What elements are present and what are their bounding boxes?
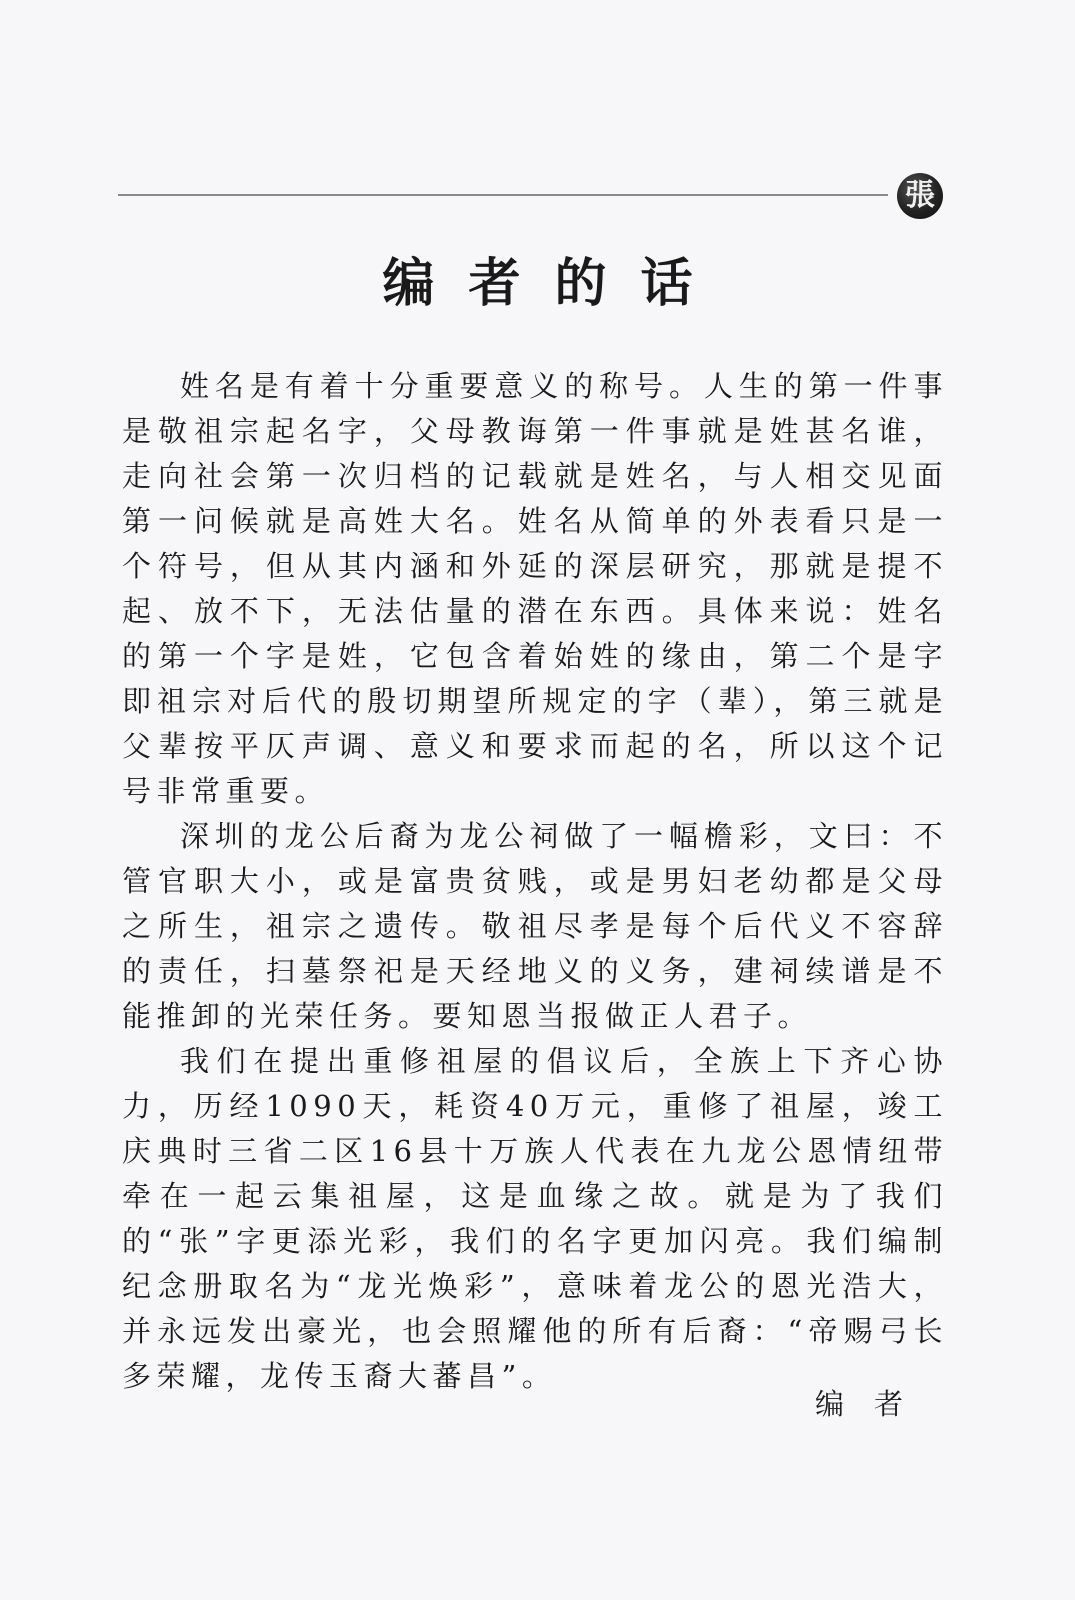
paragraph-3: 我们在提出重修祖屋的倡议后，全族上下齐心协力，历经1090天，耗资40万元，重修了祖屋，竣工庆典时三省二区16县十万族人代表在九龙公恩情纽带牵在一起云集祖屋，这是血缘之故。就是为了我们的“张”字更添光彩，我们的名字更加闪亮。我们编制纪念册取名为“龙光焕彩”，意味着龙公的恩光浩大，并永远发出豪光，也会照耀他的所有后裔：“帝赐弓长多荣耀，龙传玉裔大蕃昌”。: [122, 1044, 948, 1393]
page-title: 编者的话: [382, 253, 727, 314]
paragraph-1: 姓名是有着十分重要意义的称号。人生的第一件事是敬祖宗起名字，父母教诲第一件事就是姓甚名谁，走向社会第一次归档的记载就是姓名，与人相交见面第一问候就是高姓大名。姓名从简单的外表看只是一个符号，但从其内涵和外延的深层研究，那就是提不起、放不下，无法估量的潜在东西。具体来说：姓名的第一个字是姓，它包含着始姓的缘由，第二个是字即祖宗对后代的殷切期望所规定的字（辈），第三就是父辈按平仄声调、意义和要求而起的名，所以这个记号非常重要。: [122, 369, 948, 808]
header-rule: [118, 194, 888, 196]
signature: 编者: [815, 1387, 934, 1421]
surname-badge: 張: [897, 173, 943, 219]
body-text: [122, 364, 948, 1399]
paragraph-2: 深圳的龙公后裔为龙公祠做了一幅檐彩，文曰：不管官职大小，或是富贵贫贱，或是男妇老幼都是父母之所生，祖宗之遗传。敬祖尽孝是每个后代义不容辞的责任，扫墓祭祀是天经地义的义务，建祠续谱是不能推卸的光荣任务。要知恩当报做正人君子。: [122, 819, 948, 1033]
